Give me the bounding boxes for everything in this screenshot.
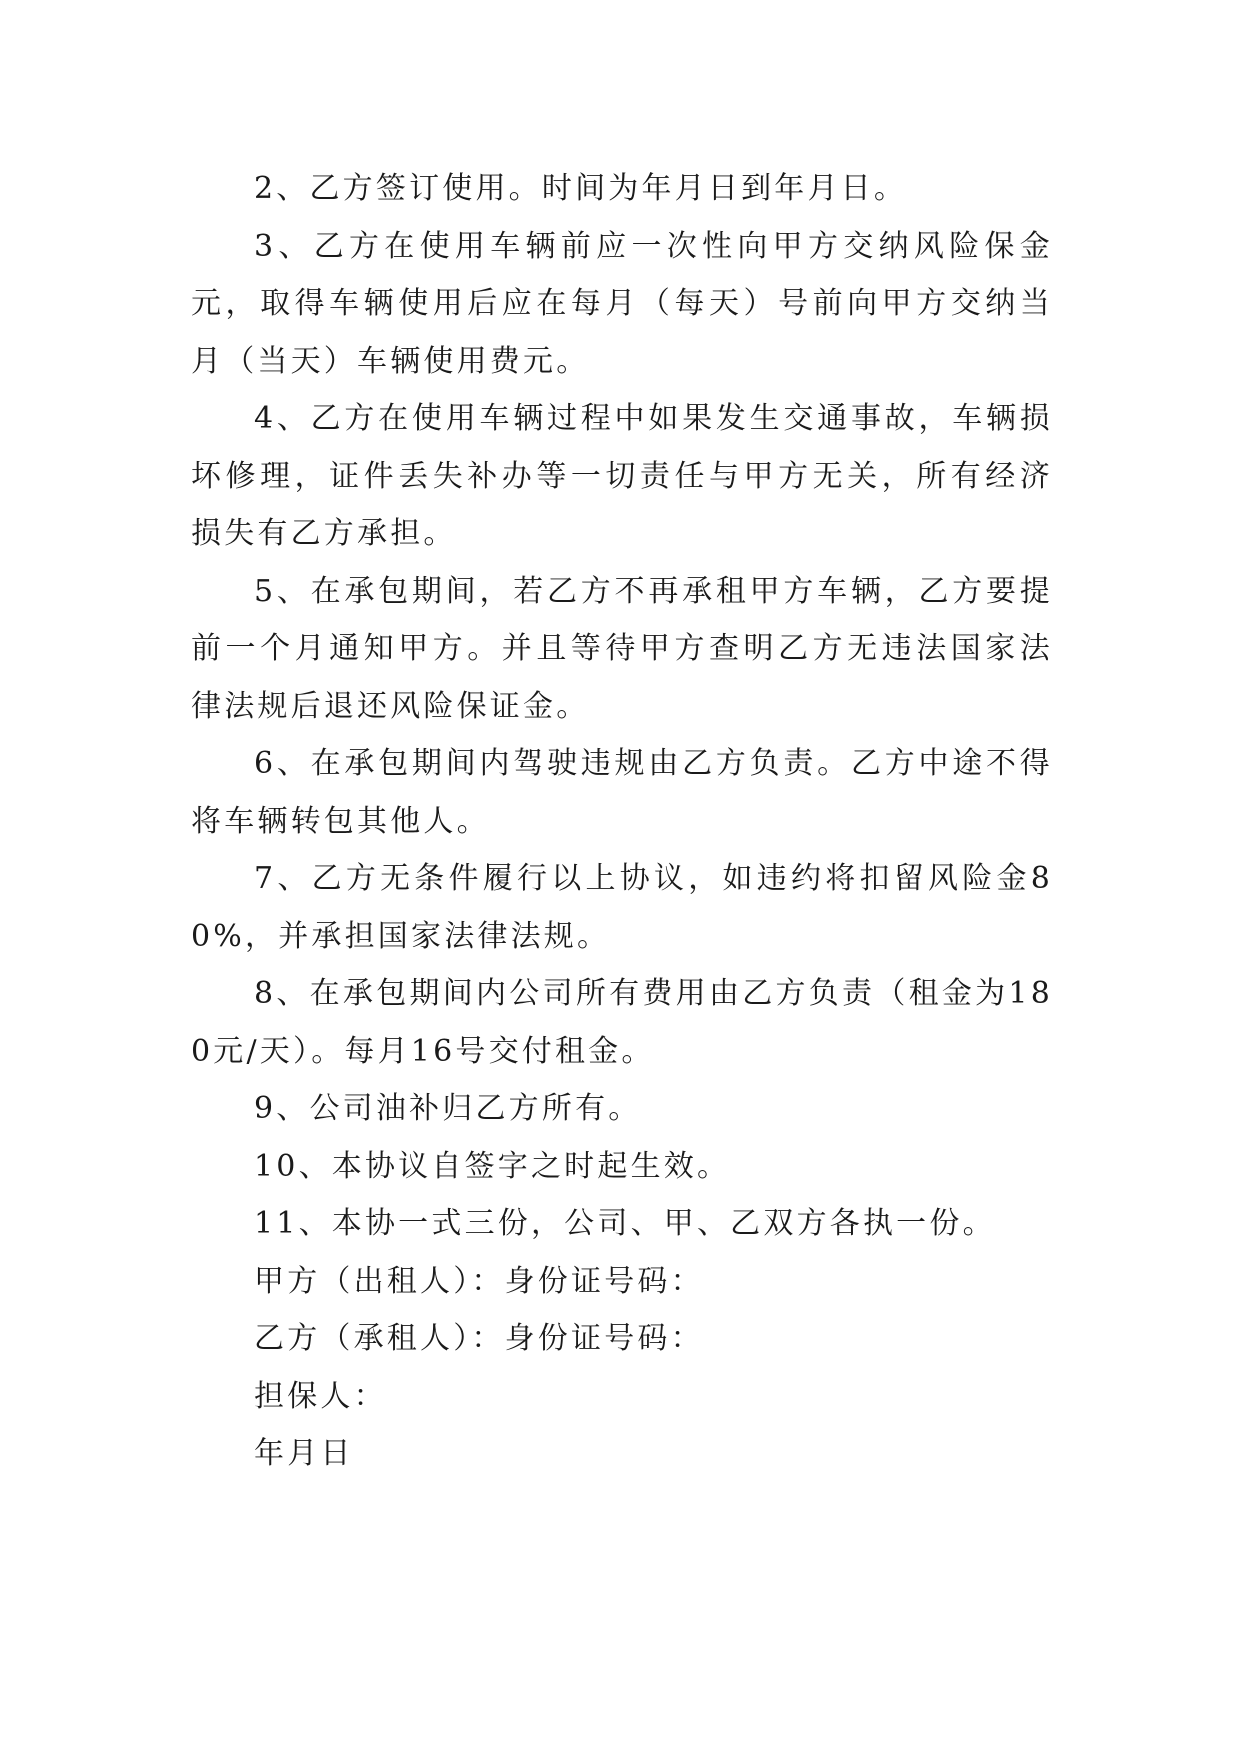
guarantor-signature-line: 担保人： xyxy=(254,1378,387,1414)
clause-4: 4、乙方在使用车辆过程中如果发生交通事故，车辆损坏修理，证件丢失补办等一切责任与甲方无关，所有经济损失有乙方承担。 xyxy=(191,401,1053,551)
clause-11: 11、本协一式三份，公司、甲、乙双方各执一份。 xyxy=(254,1206,996,1241)
clause-7: 7、乙方无条件履行以上协议，如违约将扣留风险金80%，并承担国家法律法规。 xyxy=(191,861,1053,954)
clause-9: 9、公司油补归乙方所有。 xyxy=(254,1091,642,1126)
clause-2: 2、乙方签订使用。时间为年月日到年月日。 xyxy=(254,171,908,206)
clause-5: 5、在承包期间，若乙方不再承租甲方车辆，乙方要提前一个月通知甲方。并且等待甲方查明乙方无违法国家法律法规后退还风险保证金。 xyxy=(191,573,1053,724)
contract-body xyxy=(191,160,1053,1483)
party-b-signature-line: 乙方（承租人）：身份证号码： xyxy=(254,1321,704,1356)
party-a-signature-line: 甲方（出租人）：身份证号码： xyxy=(254,1263,704,1299)
clause-8: 8、在承包期间内公司所有费用由乙方负责（租金为180元/天）。每月16号交付租金。 xyxy=(191,976,1053,1069)
clause-6: 6、在承包期间内驾驶违规由乙方负责。乙方中途不得将车辆转包其他人。 xyxy=(191,746,1053,839)
date-line: 年月日 xyxy=(254,1436,354,1471)
clause-3: 3、乙方在使用车辆前应一次性向甲方交纳风险保金元，取得车辆使用后应在每月（每天）号前向甲方交纳当月（当天）车辆使用费元。 xyxy=(191,228,1053,379)
clause-10: 10、本协议自签字之时起生效。 xyxy=(254,1148,731,1184)
